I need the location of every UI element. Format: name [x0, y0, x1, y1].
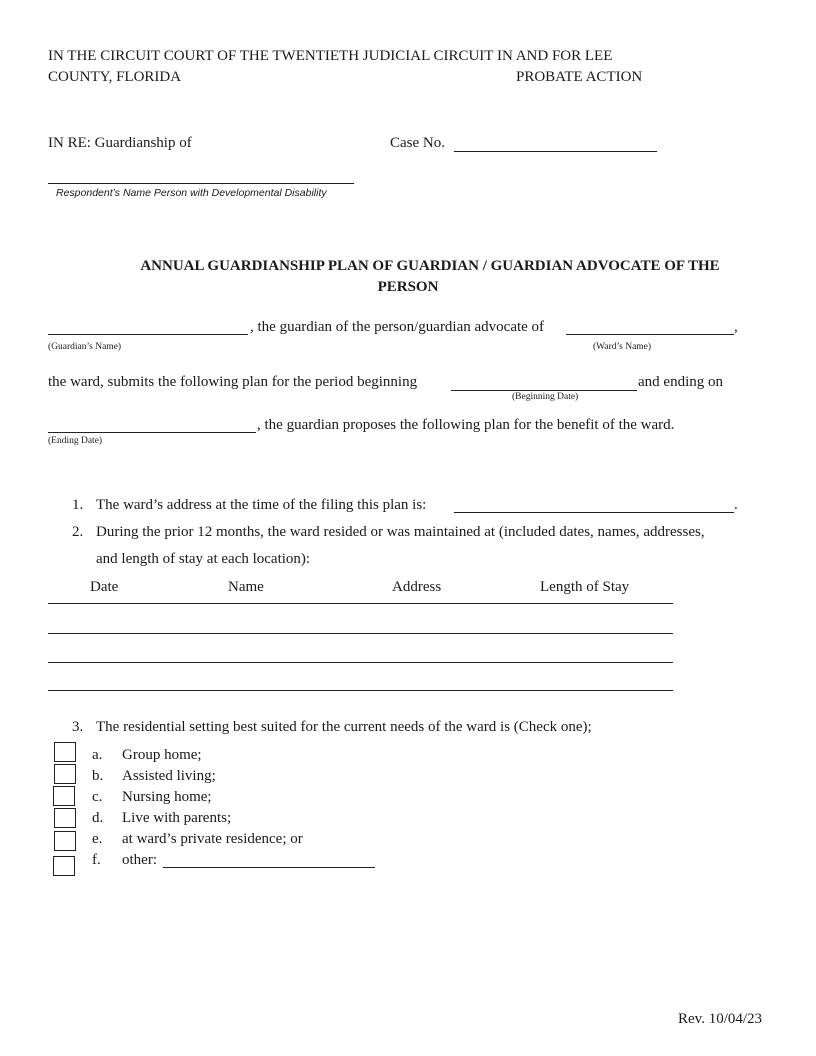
- residence-row-field[interactable]: [48, 662, 673, 663]
- ending-date-field[interactable]: [48, 432, 256, 433]
- guardian-name-field[interactable]: [48, 334, 248, 335]
- column-header-name: Name: [228, 579, 264, 595]
- checkbox-live-with-parents[interactable]: [54, 808, 76, 828]
- item1-number: 1.: [72, 497, 84, 513]
- item3-text: The residential setting best suited for the current needs of the ward is (Check one);: [96, 719, 592, 735]
- item1-text: The ward’s address at the time of the filing this plan is:: [96, 497, 427, 513]
- court-heading-line1: IN THE CIRCUIT COURT OF THE TWENTIETH JUDICIAL CIRCUIT IN AND FOR LEE: [48, 48, 613, 64]
- ward-name-field[interactable]: [566, 334, 734, 335]
- column-header-address: Address: [392, 579, 442, 595]
- option-label-nursing-home: Nursing home;: [122, 789, 212, 805]
- option-label-assisted-living: Assisted living;: [122, 768, 216, 784]
- column-header-length-of-stay: Length of Stay: [540, 579, 630, 595]
- respondent-name-field[interactable]: [48, 183, 354, 184]
- checkbox-nursing-home[interactable]: [53, 786, 75, 806]
- proposes-text: , the guardian proposes the following plan for the benefit of the ward.: [257, 417, 675, 433]
- option-label-private-residence: at ward’s private residence; or: [122, 831, 303, 847]
- probate-action-label: PROBATE ACTION: [516, 69, 643, 85]
- option-letter: c.: [92, 789, 103, 805]
- option-letter: a.: [92, 747, 103, 763]
- option-letter: f.: [92, 852, 101, 868]
- checkbox-assisted-living[interactable]: [54, 764, 76, 784]
- residence-row-field[interactable]: [48, 690, 673, 691]
- other-setting-field[interactable]: [163, 867, 375, 868]
- checkbox-private-residence[interactable]: [54, 831, 76, 851]
- item3-number: 3.: [72, 719, 84, 735]
- item2-text-line1: During the prior 12 months, the ward resided or was maintained at (included dates, names, addresses,: [96, 524, 705, 540]
- option-label-group-home: Group home;: [122, 747, 202, 763]
- option-label-live-with-parents: Live with parents;: [122, 810, 232, 826]
- checkbox-group-home[interactable]: [54, 742, 76, 762]
- option-letter: b.: [92, 768, 104, 784]
- checkbox-other[interactable]: [53, 856, 75, 876]
- document-title-line1: ANNUAL GUARDIANSHIP PLAN OF GUARDIAN / GUARDIAN ADVOCATE OF THE: [140, 258, 720, 274]
- column-header-date: Date: [90, 579, 119, 595]
- guardian-of-text: , the guardian of the person/guardian advocate of: [250, 319, 545, 335]
- ward-address-field[interactable]: [454, 512, 734, 513]
- guardian-name-label: (Guardian’s Name): [48, 342, 122, 352]
- ending-date-label: (Ending Date): [48, 436, 103, 446]
- document-title-line2: PERSON: [377, 279, 439, 295]
- case-no-label: Case No.: [390, 135, 445, 151]
- court-heading-line2: COUNTY, FLORIDA: [48, 69, 182, 85]
- ward-name-label: (Ward’s Name): [593, 342, 652, 352]
- item2-text-line2: and length of stay at each location):: [96, 551, 311, 567]
- option-letter: e.: [92, 831, 103, 847]
- option-letter: d.: [92, 810, 104, 826]
- respondent-name-label: Respondent’s Name Person with Developmental Disability: [56, 187, 327, 199]
- ward-submits-text: the ward, submits the following plan for the period beginning: [48, 374, 418, 390]
- and-ending-text: and ending on: [638, 374, 723, 390]
- residence-row-field[interactable]: [48, 633, 673, 634]
- option-label-other: other:: [122, 852, 157, 868]
- residence-row-field[interactable]: [48, 603, 673, 604]
- beginning-date-field[interactable]: [451, 390, 637, 391]
- case-no-field[interactable]: [454, 151, 657, 152]
- item2-number: 2.: [72, 524, 84, 540]
- item1-period: .: [734, 497, 738, 513]
- in-re-label: IN RE: Guardianship of: [48, 135, 192, 151]
- revision-date: Rev. 10/04/23: [678, 1011, 763, 1027]
- ward-name-comma: ,: [734, 319, 738, 335]
- beginning-date-label: (Beginning Date): [512, 392, 579, 402]
